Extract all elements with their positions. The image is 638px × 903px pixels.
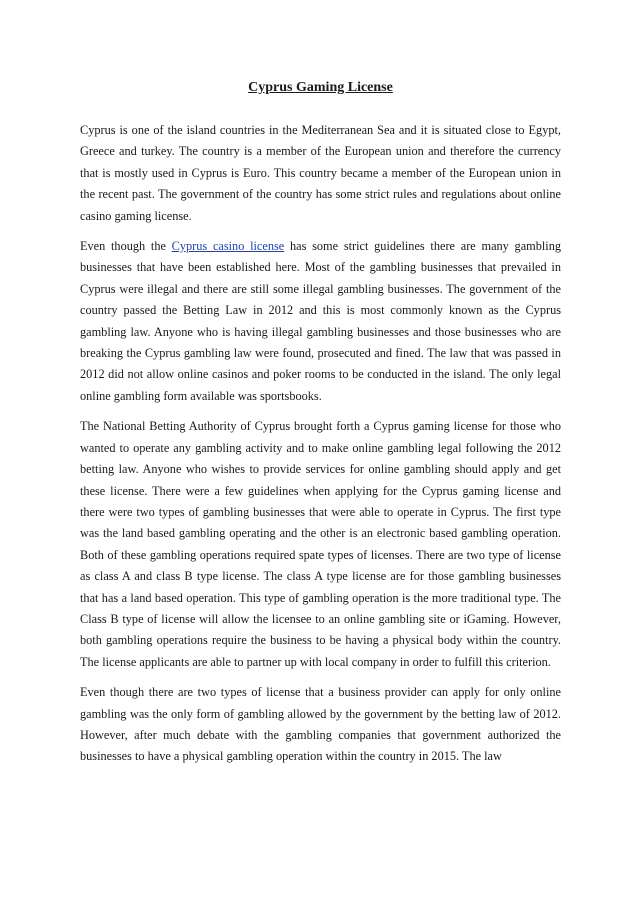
cyprus-casino-license-link[interactable]: Cyprus casino license: [171, 239, 285, 254]
document-page: [80, 78, 561, 777]
paragraph-text-before-link: Even though the: [80, 239, 172, 254]
paragraph-text-after-link: has some strict guidelines there are many gambling businesses that have been established here. Most of the gambling businesses that prevailed in Cyprus were illegal and there are still some illegal gambling businesses. The government of the country passed the Betting Law in 2012 and this is most commonly known as the Cyprus gambling law. Anyone who is having illegal gambling businesses and those businesses who are breaking the Cyprus gambling law were found, prosecuted and fined. The law that was passed in 2012 did not allow online casinos and poker rooms to be conducted in the island. The only legal online gambling form available was sportsbooks.: [80, 239, 562, 403]
paragraph-intro: Cyprus is one of the island countries in the Mediterranean Sea and it is situated close to Egypt, Greece and turkey. The country is a member of the European union and therefore the currency that is mostly used in Cyprus is Euro. This country became a member of the European union in the recent past. The government of the country has some strict rules and regulations about online casino gaming license.: [80, 123, 561, 223]
paragraph-license-classes: The National Betting Authority of Cyprus brought forth a Cyprus gaming license for those who wanted to operate any gambling activity and to make online gambling legal following the 2012 betting law. Anyone who wishes to provide services for online gambling should apply and get these license. There were a few guidelines when applying for the Cyprus gaming license and there were two types of gambling businesses that were able to operate in Cyprus. The first type was the land based gambling operating and the other is an electronic based gambling operation. Both of these gambling operations required spate types of licenses. There are two type of license as class A and class B type license. The class A type license are for those gambling businesses that has a land based operation. This type of gambling operation is the more traditional type. The Class B type of license will allow the licensee to an online gambling site or iGaming. However, both gambling operations require the business to be having a physical body within the country. The license applicants are able to partner up with local company in order to fulfill this criterion.: [80, 419, 561, 669]
paragraph-2015-change: Even though there are two types of license that a business provider can apply for only online gambling was the only form of gambling allowed by the government by the betting law of 2012. However, after much debate with the gambling companies that government authorized the businesses to have a physical gambling operation within the country in 2015. The law: [80, 685, 561, 764]
page-title: Cyprus Gaming License: [248, 80, 393, 95]
paragraph-betting-law: [80, 236, 561, 407]
